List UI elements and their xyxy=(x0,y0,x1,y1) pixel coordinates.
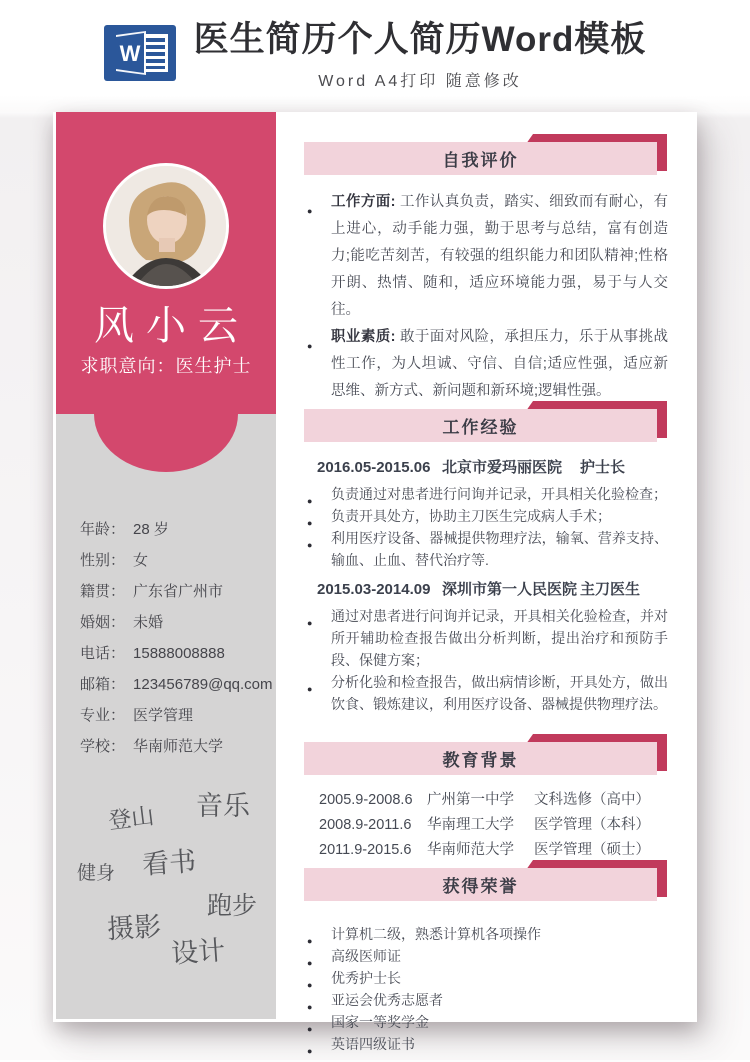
honor-item: ● 亚运会优秀志愿者 xyxy=(304,989,668,1011)
job-org: 深圳市第一人民医院 xyxy=(442,581,578,598)
section-banner-honors xyxy=(304,868,657,901)
info-label: 专业： xyxy=(80,707,126,724)
edu-major: 医学管理（本科） xyxy=(534,817,650,833)
banner-face xyxy=(304,409,657,442)
duty-list xyxy=(304,605,668,715)
section-banner-work xyxy=(304,409,657,442)
eval-item xyxy=(304,189,668,324)
honor-item: ● 高级医师证 xyxy=(304,945,668,967)
edu-period: 2005.9-2008.6 xyxy=(319,792,413,808)
profile-info-list xyxy=(80,514,273,762)
banner-face xyxy=(304,142,657,175)
edu-major: 文科选修（高中） xyxy=(534,792,650,808)
edu-period: 2008.9-2011.6 xyxy=(319,817,412,833)
section-banner-education xyxy=(304,742,657,775)
info-row-major xyxy=(80,700,268,731)
info-label: 学校： xyxy=(80,738,126,755)
edu-table xyxy=(304,788,669,863)
job-period: 2016.05-2015.06 xyxy=(317,459,431,476)
edu-period: 2011.9-2015.6 xyxy=(319,842,412,858)
duty-item: ● 负责开具处方，协助主刀医生完成病人手术； xyxy=(304,505,668,527)
edu-school: 华南师范大学 xyxy=(427,842,514,858)
info-label: 年龄： xyxy=(80,521,126,538)
info-row-marital xyxy=(80,607,268,638)
info-row-email xyxy=(80,669,273,700)
template-subtitle: Word A4打印 随意修改 xyxy=(318,72,522,90)
eval-text: 敢于面对风险，承担压力，乐于从事挑战性工作，为人坦诚、守信、自信;适应性强，适应新思维、新方式、新问题和新环境;逻辑性强。 xyxy=(331,329,669,399)
edu-row xyxy=(319,788,669,813)
eval-list xyxy=(304,189,668,405)
job-entry-header xyxy=(304,457,669,479)
info-value: 广东省广州市 xyxy=(133,583,224,600)
hobby-item: 音乐 xyxy=(196,791,250,821)
template-header xyxy=(0,0,750,112)
info-value: 123456789@qq.com xyxy=(133,676,273,693)
edu-major: 医学管理（硕士） xyxy=(534,842,650,858)
section-title: 工作经验 xyxy=(442,418,519,437)
edu-school: 华南理工大学 xyxy=(427,817,514,833)
hobby-item: 健身 xyxy=(77,863,116,884)
main-column xyxy=(276,112,697,1052)
duty-list xyxy=(304,483,668,571)
job-entry-header xyxy=(304,579,669,601)
edu-row xyxy=(319,838,669,863)
info-value: 未婚 xyxy=(133,614,164,631)
title-block xyxy=(194,21,647,91)
honor-item: ● 优秀护士长 xyxy=(304,967,668,989)
info-label: 籍贯： xyxy=(80,583,126,600)
template-title: 医生简历个人简历Word模板 xyxy=(193,20,647,60)
honor-item: ● 计算机二级，熟悉计算机各项操作 xyxy=(304,923,668,945)
info-label: 婚姻： xyxy=(80,614,126,631)
info-label: 邮箱： xyxy=(80,676,126,693)
banner-face xyxy=(304,868,657,901)
info-label: 性别： xyxy=(80,552,126,569)
honor-item: ● 国家一等奖学金 xyxy=(304,1011,668,1033)
info-value: 华南师范大学 xyxy=(133,738,224,755)
duty-item: ● 通过对患者进行问询并记录，开具相关化验检查，并对所开辅助检查报告做出分析判断，提出治疗和预防手段、保健方案； xyxy=(304,605,668,671)
hobby-item: 设计 xyxy=(170,935,227,969)
info-value: 女 xyxy=(133,552,149,569)
info-row-gender xyxy=(80,545,268,576)
hobby-item: 摄影 xyxy=(106,911,162,945)
duty-item: ● 分析化验和检查报告，做出病情诊断，开具处方，做出饮食、锻炼建议，利用医疗设备、器械提供物理疗法。 xyxy=(304,671,668,715)
info-row-school xyxy=(80,731,268,762)
job-period: 2015.03-2014.09 xyxy=(317,581,431,598)
honor-list xyxy=(304,923,668,1055)
edu-row xyxy=(319,813,669,838)
job-intent: 求职意向：医生护士 xyxy=(80,356,252,376)
sidebar xyxy=(56,112,276,1019)
info-value: 28 岁 xyxy=(133,521,169,538)
info-value: 15888008888 xyxy=(133,645,225,662)
info-row-hometown xyxy=(80,576,268,607)
word-logo-icon xyxy=(104,25,176,81)
svg-text:W: W xyxy=(119,41,140,66)
info-row-age xyxy=(80,514,268,545)
profile-name: 风小云 xyxy=(94,303,250,349)
info-label: 电话： xyxy=(80,645,126,662)
avatar-illustration xyxy=(106,166,226,286)
eval-label: 工作方面: xyxy=(331,194,396,210)
job-org: 北京市爱玛丽医院 xyxy=(442,459,563,476)
eval-item xyxy=(304,324,668,405)
job-role: 主刀医生 xyxy=(580,581,641,598)
hobby-item: 看书 xyxy=(141,846,198,880)
section-title: 教育背景 xyxy=(442,751,519,770)
section-title: 获得荣誉 xyxy=(442,877,519,896)
eval-text: 工作认真负责，踏实、细致而有耐心，有上进心，动手能力强，勤于思考与总结，富有创造力;能吃苦刻苦，有较强的组织能力和团队精神;性格开朗、热情、随和，适应环境能力强，易于与人交往。 xyxy=(331,194,669,318)
eval-label: 职业素质: xyxy=(331,329,396,345)
duty-item: ● 利用医疗设备、器械提供物理疗法，输氧、营养支持、输血、止血、替代治疗等. xyxy=(304,527,668,571)
profile-photo xyxy=(103,163,229,289)
info-row-phone xyxy=(80,638,268,669)
honor-item: ● 英语四级证书 xyxy=(304,1033,668,1055)
banner-face xyxy=(304,742,657,775)
resume-card xyxy=(53,112,697,1052)
info-value: 医学管理 xyxy=(133,707,194,724)
edu-school: 广州第一中学 xyxy=(427,792,514,808)
hobby-item: 登山 xyxy=(106,802,156,834)
job-role: 护士长 xyxy=(580,459,626,476)
hobby-item: 跑步 xyxy=(207,892,258,920)
section-title: 自我评价 xyxy=(442,151,519,170)
section-banner-self-eval xyxy=(304,142,657,175)
duty-item: ● 负责通过对患者进行问询并记录，开具相关化验检查； xyxy=(304,483,668,505)
